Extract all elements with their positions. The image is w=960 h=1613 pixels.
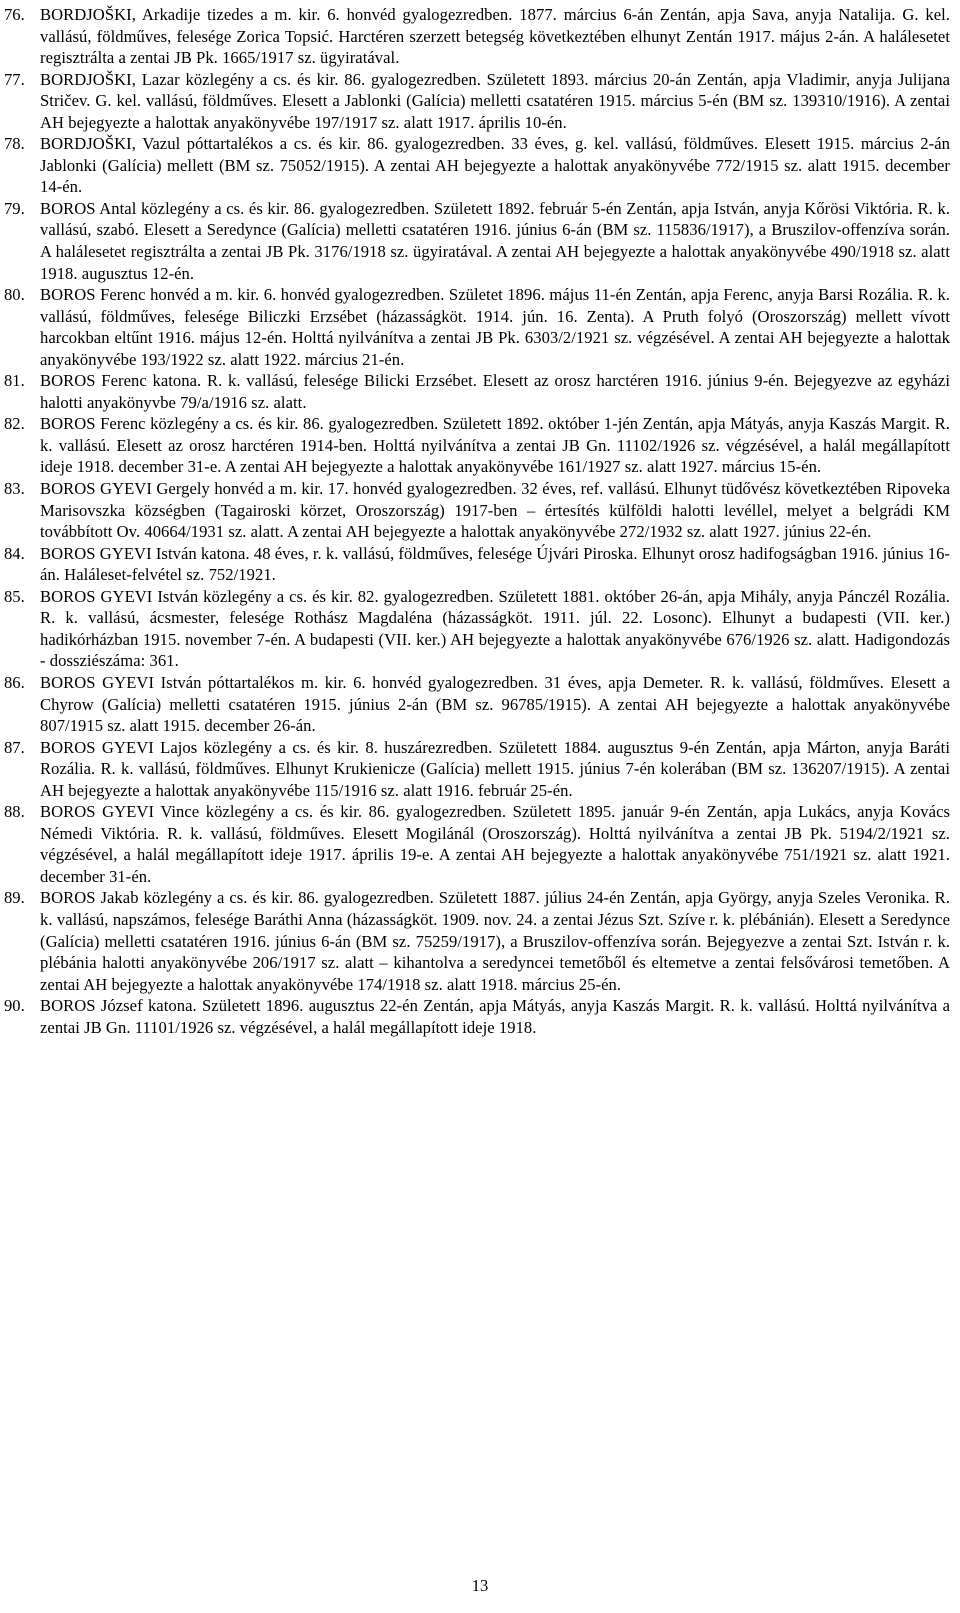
entry-number: 89. — [4, 888, 25, 908]
entry-number: 90. — [4, 996, 25, 1016]
entry-text: BOROS GYEVI Gergely honvéd a m. kir. 17. honvéd gyalogezredben. 32 éves, ref. vallású. Elhunyt tüdővész következtében Ripoveka Marisovszka községben (Tagairoski körzet, Oroszország) 1917-ben – értesítés külföldi halotti levéllel, melyet a belgrádi KM továbbított Ov. 40664/1931 sz. alatt. A zentai AH bejegyezte a halottak anyakönyvébe 272/1932 sz. alatt 1927. június 22-én. — [40, 479, 950, 542]
entry-text: BOROS József katona. Született 1896. augusztus 22-én Zentán, apja Mátyás, anyja Kaszás Margit. R. k. vallású. Holttá nyilvánítva a zentai JB Gn. 11101/1926 sz. végzésével, a halál megállapított ideje 1918. — [40, 996, 950, 1037]
list-item — [0, 4, 950, 69]
list-item — [0, 586, 950, 672]
list-item — [0, 672, 950, 737]
entry-number: 83. — [4, 479, 25, 499]
entry-text: BORDJOŠKI, Arkadije tizedes a m. kir. 6. honvéd gyalogezredben. 1877. március 6-án Zentán, apja Sava, anyja Natalija. G. kel. vallású, földműves, felesége Zorica Topsić. Harctéren szerzett betegség következtében elhunyt Zentán 1917. május 2-án. A halálesetet regisztrálta a zentai JB Pk. 1665/1917 sz. ügyiratával. — [40, 5, 950, 68]
entry-text: BOROS GYEVI István közlegény a cs. és kir. 82. gyalogezredben. Született 1881. október 26-án, apja Mihály, anyja Pánczél Rozália. R. k. vallású, ácsmester, felesége Rothász Magdaléna (házasságköt. 1911. júl. 22. Losonc). Elhunyt a budapesti (VII. ker.) hadikórházban 1915. november 7-én. A budapesti (VII. ker.) AH bejegyezte a halottak anyakönyvébe 676/1926 sz. alatt. Hadigondozás - dossziészáma: 361. — [40, 586, 950, 671]
list-item — [0, 543, 950, 586]
list-item — [0, 801, 950, 887]
entry-text: BOROS Ferenc közlegény a cs. és kir. 86. gyalogezredben. Született 1892. október 1-jén Zentán, apja Mátyás, anyja Kaszás Margit. R. k. vallású. Elesett az orosz harctéren 1914-ben. Holttá nyilvánítva a zentai JB Gn. 11102/1926 sz. végzésével, a halál megállapított ideje 1918. december 31-e. A zentai AH bejegyezte a halottak anyakönyvébe 161/1927 sz. alatt 1927. március 15-én. — [40, 414, 950, 477]
list-item — [0, 284, 950, 370]
entry-number: 88. — [4, 802, 25, 822]
entry-text: BORDJOŠKI, Vazul póttartalékos a cs. és kir. 86. gyalogezredben. 33 éves, g. kel. vallású, földműves. Elesett 1915. március 2-án Jablonki (Galícia) mellett (BM sz. 75052/1915). A zentai AH bejegyezte a halottak anyakönyvébe 772/1915 sz. alatt 1915. december 14-én. — [40, 134, 950, 197]
entry-number: 77. — [4, 69, 25, 89]
entry-number: 84. — [4, 543, 25, 563]
entry-text: BOROS Ferenc honvéd a m. kir. 6. honvéd gyalogezredben. Születet 1896. május 11-én Zentán, apja Ferenc, anyja Barsi Rozália. R. k. vallású, földműves, felesége Biliczki Erzsébet (házasságköt. 1914. jún. 16. Zenta). A Pruth folyó (Oroszország) mellett vívott harcokban eltűnt 1916. május 12-én. Holttá nyilvánítva a zentai JB Pk. 6303/2/1921 sz. végzésével. A zentai AH bejegyezte a halottak anyakönyvébe 193/1922 sz. alatt 1922. március 21-én. — [40, 285, 950, 369]
list-item — [0, 887, 950, 995]
entry-number: 76. — [4, 5, 25, 24]
entry-text: BOROS GYEVI István póttartalékos m. kir. 6. honvéd gyalogezredben. 31 éves, apja Demeter. R. k. vallású, földműves. Elesett a Chyrow (Galícia) melletti csatatéren 1915. június 2-án (BM sz. 96785/1915). A zentai AH bejegyezte a halottak anyakönyvébe 807/1915 sz. alatt 1915. december 26-án. — [40, 672, 950, 736]
list-item — [0, 478, 950, 543]
entry-number: 79. — [4, 198, 25, 218]
entry-text: BOROS Ferenc katona. R. k. vallású, felesége Bilicki Erzsébet. Elesett az orosz harctéren 1916. június 9-én. Bejegyezve az egyházi halotti anyakönyvbe 79/a/1916 sz. alatt. — [40, 371, 950, 412]
list-item — [0, 737, 950, 802]
list-item — [0, 370, 950, 413]
entry-text: BOROS GYEVI Lajos közlegény a cs. és kir. 8. huszárezredben. Született 1884. augusztus 9-én Zentán, apja Márton, anyja Baráti Rozália. R. k. vallású, földműves. Elhunyt Krukienicze (Galícia) mellett 1915. június 7-én kolerában (BM sz. 136207/1915). A zentai AH bejegyezte a halottak anyakönyvébe 115/1916 sz. alatt 1916. február 25-én. — [40, 737, 950, 800]
entry-number: 85. — [4, 586, 25, 606]
entry-number: 86. — [4, 672, 25, 692]
entry-text: BORDJOŠKI, Lazar közlegény a cs. és kir. 86. gyalogezredben. Született 1893. március 20-án Zentán, apja Vladimir, anyja Julijana Stričev. G. kel. vallású, földműves. Elesett a Jablonki (Galícia) melletti csatatéren 1915. március 5-én (BM sz. 139310/1916). A zentai AH bejegyezte a halottak anyakönyvébe 197/1917 sz. alatt 1917. április 10-én. — [40, 69, 950, 132]
list-item — [0, 413, 950, 478]
entry-number: 87. — [4, 737, 25, 757]
entry-text: BOROS Jakab közlegény a cs. és kir. 86. gyalogezredben. Született 1887. július 24-én Zentán, apja György, anyja Szeles Veronika. R. k. vallású, napszámos, felesége Baráthi Anna (házasságköt. 1909. nov. 24. a zentai Jézus Szt. Szíve r. k. plébánián). Elesett a Seredynce (Galícia) melletti csatatéren 1916. június 6-án (BM sz. 75259/1917), a Bruszilov-offenzíva során. Bejegyezve a zentai Szt. István r. k. plébánia halotti anyakönyvébe 206/1917 sz. alatt – kihantolva a seredyncei temetőből és eltemetve a zentai felsővárosi temetőben. A zentai AH bejegyezte a halottak anyakönyvébe 174/1918 sz. alatt 1918. március 25-én. — [40, 888, 950, 994]
entry-text: BOROS Antal közlegény a cs. és kir. 86. gyalogezredben. Született 1892. február 5-én Zentán, apja István, anyja Kőrösi Viktória. R. k. vallású, szabó. Elesett a Seredynce (Galícia) melletti csatatéren 1916. június 6-án (BM sz. 115836/1917), a Bruszilov-offenzíva során. A halálesetet regisztrálta a zentai JB Pk. 3176/1918 sz. ügyiratával. A zentai AH bejegyezte a halottak anyakönyvébe 490/1918 sz. alatt 1918. augusztus 12-én. — [40, 198, 950, 283]
entry-text: BOROS GYEVI Vince közlegény a cs. és kir. 86. gyalogezredben. Született 1895. január 9-én Zentán, apja Lukács, anyja Kovács Némedi Viktória. R. k. vallású, földműves. Elesett Mogilánál (Oroszország). Holttá nyilvánítva a zentai JB Pk. 5194/2/1921 sz. végzésével, a halál megállapított ideje 1917. április 19-e. A zentai AH bejegyezte a halottak anyakönyvébe 751/1921 sz. alatt 1921. december 31-én. — [40, 802, 950, 886]
list-item — [0, 198, 950, 284]
entry-number: 80. — [4, 285, 25, 305]
entry-number: 82. — [4, 414, 25, 434]
list-item — [0, 995, 950, 1038]
entry-number: 78. — [4, 134, 25, 154]
page-number: 13 — [471, 1576, 489, 1595]
entry-text: BOROS GYEVI István katona. 48 éves, r. k. vallású, földműves, felesége Újvári Piroska. Elhunyt orosz hadifogságban 1916. június 16-án. Haláleset-felvétel sz. 752/1921. — [40, 543, 950, 585]
list-item — [0, 69, 950, 134]
entry-number: 81. — [4, 371, 25, 391]
list-item — [0, 133, 950, 198]
entry-list — [0, 4, 950, 1038]
